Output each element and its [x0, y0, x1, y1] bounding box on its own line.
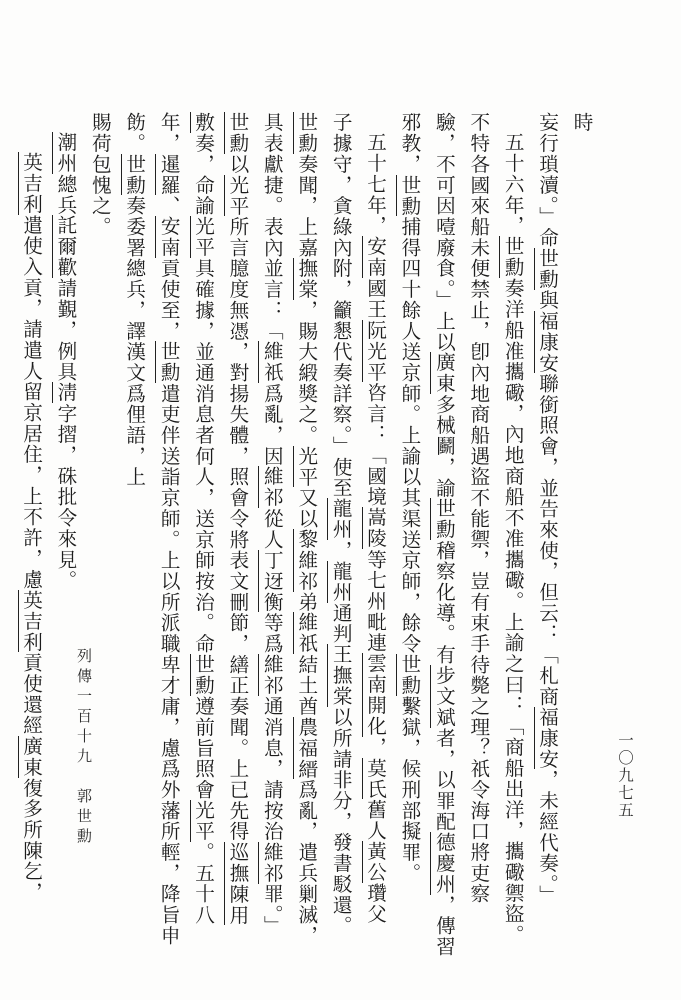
proper-noun: 維祇 [294, 612, 318, 655]
text-run: 罪。」 [260, 883, 284, 937]
text-column [323, 112, 357, 937]
text-run: 時 [570, 112, 593, 133]
text-run: 賜荷包愧之。 [88, 112, 112, 238]
text-run: ， [363, 736, 387, 758]
proper-noun: 光平 [191, 800, 215, 842]
proper-noun: 步文斌 [432, 665, 456, 728]
text-run: 具確據，並通消息者何人，送京師按治。命 [191, 257, 215, 655]
text-run: 遣吏伴送詣京師。上以所派職卑才庸，慮爲外藩所輕，降旨申 [157, 383, 181, 947]
text-run: 國王 [363, 277, 387, 320]
proper-noun: 世勳 [157, 341, 181, 384]
text-run: 、 [157, 195, 181, 217]
proper-noun: 龍州 [329, 498, 353, 541]
text-run: 年， [157, 112, 181, 154]
proper-noun: 巡撫陳用 [225, 841, 249, 926]
text-column [426, 112, 460, 958]
proper-noun: 莫氏 [363, 757, 387, 800]
text-run: ，未經代奏。」 [535, 769, 559, 906]
text-run: 結土酋 [294, 654, 318, 717]
proper-noun: 光平 [294, 445, 318, 488]
text-run: 繫獄，候刑部擬罪。 [397, 695, 421, 884]
proper-noun: 世勳 [397, 654, 421, 696]
proper-noun: 英吉利 [19, 589, 43, 653]
text-column [460, 112, 494, 905]
text-run: 從人 [260, 508, 284, 550]
text-run: 瓚父 [363, 882, 387, 925]
proper-noun: 潮州 [53, 132, 77, 174]
proper-noun: 世勳 [294, 112, 318, 154]
text-run: 舊人 [363, 799, 387, 841]
text-run: 以 [225, 153, 249, 175]
proper-noun: 世勳 [535, 248, 559, 290]
proper-noun: 英吉利 [19, 152, 43, 215]
proper-noun: 廣東 [19, 735, 43, 778]
text-run: 五十七年， [363, 132, 387, 237]
text-run: 請覲，例具 [53, 277, 77, 383]
proper-noun: 阮光平 [363, 319, 387, 383]
text-run: 爲亂，遣兵剿滅， [294, 779, 318, 947]
text-column [495, 112, 529, 946]
text-run: ， [329, 540, 353, 561]
text-run: ，傳習 [432, 894, 456, 958]
proper-noun: 世勳 [432, 498, 456, 541]
text-column [116, 112, 150, 894]
proper-noun: 黎維祁 [294, 529, 318, 592]
text-run: 捕得四十餘人送京師。上諭以其渠送京師，餘令 [397, 216, 421, 655]
text-run: 與 [535, 289, 559, 311]
text-run: 字摺，硃批令來見。 [53, 403, 77, 591]
text-run: 妄行瑣瀆。」命 [535, 112, 559, 249]
text-run: 等七州毗連 [363, 549, 387, 654]
proper-noun: 黃公 [363, 840, 387, 883]
proper-noun: 世勳 [225, 112, 249, 154]
text-column [185, 112, 219, 926]
proper-noun: 德慶州 [432, 831, 456, 895]
proper-noun: 雲南開化 [363, 653, 387, 737]
text-run: 奏，命諭 [191, 132, 215, 217]
text-run: 奏洋船准攜礮，內地商船不准攜礮。上諭之曰：「商船出洋，攜礮禦盜。 [501, 277, 525, 946]
proper-noun: 維祁 [260, 466, 284, 509]
text-run: 復多所陳乞， [19, 777, 43, 903]
text-run: 爲亂，因 [260, 383, 284, 467]
proper-noun: 嵩陵 [363, 507, 387, 550]
text-run: 等爲 [260, 612, 284, 655]
proper-noun: 淸 [53, 382, 77, 404]
proper-noun: 安南 [157, 216, 181, 258]
proper-noun: 撫棠 [294, 257, 318, 300]
text-column [392, 112, 426, 894]
text-run: 多械鬬，諭 [432, 394, 456, 499]
text-column [288, 112, 322, 947]
text-column [220, 112, 254, 926]
proper-noun: 光平 [225, 174, 249, 217]
text-run: 所言臆度無憑，對揚失體，照會令將表文刪節，繕正奏聞。上已先得 [225, 216, 249, 842]
text-run: 又以 [294, 487, 318, 530]
text-column [13, 112, 47, 903]
running-title: 列傳一百十九 郭世勳 [75, 648, 93, 848]
text-run: 以所請非分，發書駁還。 [329, 706, 353, 937]
text-run: 具表獻捷。表內並言：「 [260, 112, 284, 342]
proper-noun: 安南 [363, 236, 387, 278]
proper-noun: 敷 [191, 112, 215, 133]
text-run: 飭。 [122, 112, 146, 154]
text-run: 奏委署總兵，譯漢文爲俚語，上 [122, 195, 146, 488]
text-run: 遵前旨照會 [191, 695, 215, 801]
text-column [254, 112, 288, 937]
proper-noun: 廣東 [432, 352, 456, 395]
proper-noun: 維祁 [260, 841, 284, 884]
proper-noun: 龍州 [329, 560, 353, 603]
text-run: 五十六年， [501, 132, 525, 237]
proper-noun: 暹羅 [157, 153, 181, 196]
proper-noun: 光平 [191, 216, 215, 258]
proper-noun: 福康安 [535, 706, 559, 770]
proper-noun: 維祇 [260, 341, 284, 384]
page-number: 一〇九七五 [616, 732, 634, 820]
text-run: 邪教， [397, 112, 421, 175]
text-run: 稽察化導。有 [432, 540, 456, 666]
text-run: 貢使還經 [19, 652, 43, 736]
text-run: 通判 [329, 602, 353, 645]
text-run: 貢使至， [157, 257, 181, 342]
text-column [529, 112, 563, 906]
text-column [564, 112, 598, 894]
text-run: 聯銜照會，並告來使，但云：「札商 [535, 373, 559, 707]
proper-noun: 農福縉 [294, 716, 318, 780]
text-run: 通消息，請按治 [260, 695, 284, 842]
proper-noun: 丁迓衡 [260, 549, 284, 613]
text-column [151, 112, 185, 947]
proper-noun: 世勳 [501, 236, 525, 278]
text-run: 不特各國來船未便禁止，卽內地商船遇盜不能禦，豈有束手待斃之理？祇令海口將吏察 [466, 112, 490, 905]
text-column [357, 112, 391, 925]
text-run: 總兵 [53, 173, 77, 216]
text-run: 咨言：「國境 [363, 382, 387, 508]
proper-noun: 託爾歡 [53, 215, 77, 278]
text-run: 者，以罪配 [432, 727, 456, 832]
text-run: 奏聞，上嘉 [294, 153, 318, 258]
proper-noun: 福康安 [535, 310, 559, 374]
text-run: ，賜大緞獎之。 [294, 299, 318, 446]
text-run: 子據守，貪綠內附，籲懇代奏詳察。」使至 [329, 112, 353, 499]
text-run: 。五十八 [191, 841, 215, 926]
text-run: 遣使入貢，請遣人留京居住，上不許，慮 [19, 214, 43, 590]
proper-noun: 世勳 [397, 174, 421, 217]
proper-noun: 維祁 [260, 654, 284, 696]
proper-noun: 王撫棠 [329, 644, 353, 707]
proper-noun: 世勳 [122, 153, 146, 196]
text-run: 弟 [294, 591, 318, 613]
text-run: 驗，不可因噎廢食。」上以 [432, 112, 456, 353]
proper-noun: 世勳 [191, 654, 215, 696]
